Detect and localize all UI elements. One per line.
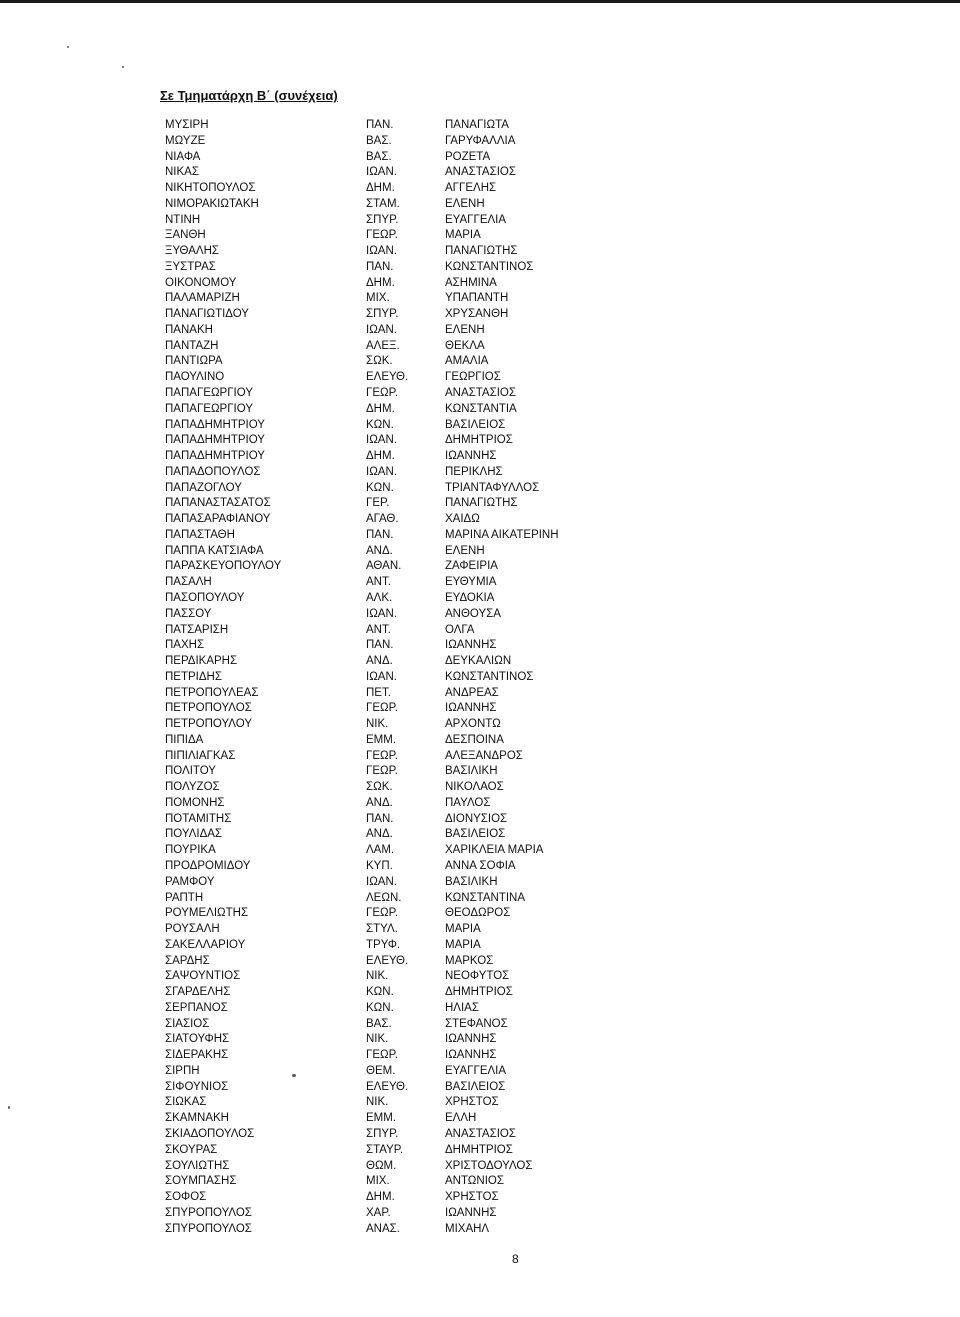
first-name-cell: ΜΙΧΑΗΛ bbox=[445, 1222, 490, 1235]
father-initial-cell: ΕΛΕΥΘ. bbox=[366, 371, 409, 384]
father-initial-cell: ΝΙΚ. bbox=[366, 1033, 389, 1046]
first-name-cell: ΠΕΡΙΚΛΗΣ bbox=[445, 465, 503, 478]
father-initial-cell: ΤΡΥΦ. bbox=[366, 938, 401, 951]
surname-cell: ΞΥΣΤΡΑΣ bbox=[165, 260, 216, 273]
first-name-cell: ΙΩΑΝΝΗΣ bbox=[445, 639, 497, 652]
surname-cell: ΠΟΛΥΖΟΣ bbox=[165, 781, 220, 794]
father-initial-cell: ΧΑΡ. bbox=[366, 1206, 391, 1219]
surname-cell: ΝΙΚΗΤΟΠΟΥΛΟΣ bbox=[165, 182, 256, 195]
surname-cell: ΠΕΤΡΟΠΟΥΛΟΣ bbox=[165, 702, 252, 715]
father-initial-cell: ΙΩΑΝ. bbox=[366, 323, 397, 336]
father-initial-cell: ΠΑΝ. bbox=[366, 639, 394, 652]
surname-cell: ΠΑΠΑΣΑΡΑΦΙΑΝΟΥ bbox=[165, 513, 271, 526]
first-name-cell: ΚΩΝΣΤΑΝΤΙΑ bbox=[445, 402, 517, 415]
surname-cell: ΣΙΦΟΥΝΙΟΣ bbox=[165, 1080, 229, 1093]
first-name-cell: ΕΛΛΗ bbox=[445, 1112, 477, 1125]
first-name-cell: ΕΥΑΓΓΕΛΙΑ bbox=[445, 213, 507, 226]
section-heading: Σε Τμηματάρχη Β΄ (συνέχεια) bbox=[160, 88, 338, 103]
father-initial-cell: ΙΩΑΝ. bbox=[366, 245, 397, 258]
first-name-cell: ΠΑΝΑΓΙΩΤΗΣ bbox=[445, 497, 518, 510]
first-name-cell: ΒΑΣΙΛΕΙΟΣ bbox=[445, 418, 506, 431]
surname-cell: ΠΙΠΙΔΑ bbox=[165, 733, 204, 746]
father-initial-cell: ΘΕΜ. bbox=[366, 1064, 396, 1077]
father-initial-cell: ΚΩΝ. bbox=[366, 986, 394, 999]
father-initial-cell: ΑΝΤ. bbox=[366, 623, 391, 636]
surname-cell: ΠΑΡΑΣΚΕΥΟΠΟΥΛΟΥ bbox=[165, 560, 282, 573]
father-initial-cell: ΙΩΑΝ. bbox=[366, 875, 397, 888]
first-name-cell: ΙΩΑΝΝΗΣ bbox=[445, 1033, 497, 1046]
first-name-cell: ΑΓΓΕΛΗΣ bbox=[445, 182, 497, 195]
first-name-cell: ΣΤΕΦΑΝΟΣ bbox=[445, 1017, 508, 1030]
father-initial-cell: ΚΩΝ. bbox=[366, 1001, 394, 1014]
first-name-cell: ΗΛΙΑΣ bbox=[445, 1001, 479, 1014]
scan-speck bbox=[122, 66, 124, 68]
surname-cell: ΠΑΛΑΜΑΡΙΖΗ bbox=[165, 292, 240, 305]
first-name-cell: ΑΡΧΟΝΤΩ bbox=[445, 718, 501, 731]
father-initial-cell: ΒΑΣ. bbox=[366, 134, 392, 147]
first-name-cell: ΜΑΡΙΝΑ ΑΙΚΑΤΕΡΙΝΗ bbox=[445, 528, 559, 541]
first-name-cell: ΡΟΖΕΤΑ bbox=[445, 150, 491, 163]
first-name-cell: ΤΡΙΑΝΤΑΦΥΛΛΟΣ bbox=[445, 481, 540, 494]
first-name-cell: ΔΕΣΠΟΙΝΑ bbox=[445, 733, 504, 746]
first-name-cell: ΖΑΦΕΙΡΙΑ bbox=[445, 560, 498, 573]
father-initial-cell: ΙΩΑΝ. bbox=[366, 670, 397, 683]
first-name-cell: ΜΑΡΚΟΣ bbox=[445, 954, 494, 967]
first-name-cell: ΒΑΣΙΛΕΙΟΣ bbox=[445, 1080, 506, 1093]
first-name-cell: ΙΩΑΝΝΗΣ bbox=[445, 1206, 497, 1219]
father-initial-cell: ΓΕΩΡ. bbox=[366, 749, 398, 762]
father-initial-cell: ΓΕΩΡ. bbox=[366, 907, 398, 920]
first-name-cell: ΕΛΕΝΗ bbox=[445, 544, 485, 557]
first-name-cell: ΑΝΝΑ ΣΟΦΙΑ bbox=[445, 859, 516, 872]
surname-cell: ΡΑΠΤΗ bbox=[165, 891, 204, 904]
father-initial-cell: ΒΑΣ. bbox=[366, 150, 392, 163]
surname-cell: ΣΠΥΡΟΠΟΥΛΟΣ bbox=[165, 1206, 252, 1219]
first-name-cell: ΒΑΣΙΛΕΙΟΣ bbox=[445, 828, 506, 841]
surname-cell: ΠΑΝΤΙΩΡΑ bbox=[165, 355, 223, 368]
surname-cell: ΠΑΠΑΓΕΩΡΓΙΟΥ bbox=[165, 387, 253, 400]
surname-cell: ΠΟΤΑΜΙΤΗΣ bbox=[165, 812, 232, 825]
surname-cell: ΜΥΣΙΡΗ bbox=[165, 119, 209, 131]
surname-cell: ΣΙΔΕΡΑΚΗΣ bbox=[165, 1049, 229, 1062]
father-initial-cell: ΑΛΕΞ. bbox=[366, 339, 400, 352]
first-name-cell: ΧΡΙΣΤΟΔΟΥΛΟΣ bbox=[445, 1159, 533, 1172]
father-initial-cell: ΔΗΜ. bbox=[366, 450, 395, 463]
page-top-border bbox=[0, 0, 960, 3]
surname-cell: ΠΑΠΑΝΑΣΤΑΣΑΤΟΣ bbox=[165, 497, 271, 510]
father-initial-cell: ΕΜΜ. bbox=[366, 1112, 397, 1125]
first-name-cell: ΑΛΕΞΑΝΔΡΟΣ bbox=[445, 749, 523, 762]
father-initial-cell: ΕΛΕΥΘ. bbox=[366, 954, 409, 967]
surname-cell: ΣΑΚΕΛΛΑΡΙΟΥ bbox=[165, 938, 246, 951]
first-name-cell: ΑΝΑΣΤΑΣΙΟΣ bbox=[445, 1128, 516, 1140]
surname-cell: ΝΤΙΝΗ bbox=[165, 213, 201, 226]
surname-cell: ΠΟΜΟΝΗΣ bbox=[165, 796, 225, 809]
father-initial-cell: ΜΙΧ. bbox=[366, 1175, 390, 1188]
first-name-cell: ΓΑΡΥΦΑΛΛΙΑ bbox=[445, 134, 516, 147]
father-initial-cell: ΓΕΩΡ. bbox=[366, 1049, 398, 1062]
first-name-cell: ΚΩΝΣΤΑΝΤΙΝΟΣ bbox=[445, 260, 534, 273]
surname-cell: ΠΕΡΔΙΚΑΡΗΣ bbox=[165, 655, 238, 668]
first-name-cell: ΑΝΑΣΤΑΣΙΟΣ bbox=[445, 387, 516, 400]
first-name-cell: ΔΙΟΝΥΣΙΟΣ bbox=[445, 812, 508, 825]
father-initial-cell: ΔΗΜ. bbox=[366, 276, 395, 289]
father-initial-cell: ΓΕΩΡ. bbox=[366, 765, 398, 778]
father-initial-cell: ΔΗΜ. bbox=[366, 402, 395, 415]
father-initial-cell: ΝΙΚ. bbox=[366, 1096, 389, 1109]
surname-cell: ΠΑΠΑΖΟΓΛΟΥ bbox=[165, 481, 242, 494]
surname-cell: ΠΑΝΑΓΙΩΤΙΔΟΥ bbox=[165, 308, 249, 321]
surname-cell: ΠΑΝΤΑΖΗ bbox=[165, 339, 219, 352]
surname-cell: ΠΑΣΑΛΗ bbox=[165, 576, 212, 589]
first-name-cell: ΑΝΘΟΥΣΑ bbox=[445, 607, 501, 620]
first-name-cell: ΟΛΓΑ bbox=[445, 623, 475, 636]
father-initial-cell: ΑΓΑΘ. bbox=[366, 513, 399, 526]
father-initial-cell: ΣΤΥΛ. bbox=[366, 923, 398, 936]
surname-cell: ΠΑΠΑΣΤΑΘΗ bbox=[165, 528, 235, 541]
first-name-cell: ΑΜΑΛΙΑ bbox=[445, 355, 489, 368]
surname-cell: ΠΑΟΥΛΙΝΟ bbox=[165, 371, 225, 384]
first-name-cell: ΠΑΝΑΓΙΩΤΑ bbox=[445, 119, 509, 131]
surname-cell: ΠΡΟΔΡΟΜΙΔΟΥ bbox=[165, 859, 251, 872]
surname-cell: ΞΥΘΑΛΗΣ bbox=[165, 245, 220, 258]
father-initial-cell: ΝΙΚ. bbox=[366, 718, 389, 731]
first-name-cell: ΧΑΙΔΩ bbox=[445, 513, 480, 526]
father-initial-cell: ΔΗΜ. bbox=[366, 1191, 395, 1204]
father-initial-cell: ΣΤΑΜ. bbox=[366, 197, 400, 210]
first-name-cell: ΔΗΜΗΤΡΙΟΣ bbox=[445, 986, 513, 999]
surname-cell: ΠΟΥΛΙΔΑΣ bbox=[165, 828, 223, 841]
first-name-cell: ΕΛΕΝΗ bbox=[445, 197, 485, 210]
father-initial-cell: ΑΘΑΝ. bbox=[366, 560, 402, 573]
first-name-cell: ΜΑΡΙΑ bbox=[445, 938, 481, 951]
first-name-cell: ΙΩΑΝΝΗΣ bbox=[445, 1049, 497, 1062]
surname-cell: ΠΟΛΙΤΟΥ bbox=[165, 765, 216, 778]
surname-cell: ΣΑΨΟΥΝΤΙΟΣ bbox=[165, 970, 241, 983]
father-initial-cell: ΙΩΑΝ. bbox=[366, 465, 397, 478]
father-initial-cell: ΑΛΚ. bbox=[366, 591, 393, 604]
surname-cell: ΠΕΤΡΟΠΟΥΛΟΥ bbox=[165, 718, 252, 731]
father-initial-cell: ΣΩΚ. bbox=[366, 781, 393, 794]
scan-speck bbox=[292, 1074, 296, 1077]
first-name-cell: ΘΕΟΔΩΡΟΣ bbox=[445, 907, 511, 920]
first-name-cell: ΧΡΗΣΤΟΣ bbox=[445, 1191, 499, 1204]
father-initial-cell: ΑΝΤ. bbox=[366, 576, 391, 589]
first-name-cell: ΑΝΔΡΕΑΣ bbox=[445, 686, 499, 699]
surname-cell: ΠΑΠΑΔΟΠΟΥΛΟΣ bbox=[165, 465, 261, 478]
father-initial-cell: ΒΑΣ. bbox=[366, 1017, 392, 1030]
surname-cell: ΣΟΥΜΠΑΣΗΣ bbox=[165, 1175, 237, 1188]
father-initial-cell: ΓΕΩΡ. bbox=[366, 702, 398, 715]
father-initial-cell: ΝΙΚ. bbox=[366, 970, 389, 983]
surname-cell: ΣΟΦΟΣ bbox=[165, 1191, 207, 1204]
father-initial-cell: ΓΕΩΡ. bbox=[366, 229, 398, 242]
first-name-cell: ΧΑΡΙΚΛΕΙΑ ΜΑΡΙΑ bbox=[445, 844, 544, 857]
surname-cell: ΠΑΠΑΓΕΩΡΓΙΟΥ bbox=[165, 402, 253, 415]
father-initial-cell: ΚΩΝ. bbox=[366, 481, 394, 494]
surname-cell: ΡΑΜΦΟΥ bbox=[165, 875, 215, 888]
father-initial-cell: ΓΕΩΡ. bbox=[366, 387, 398, 400]
father-initial-cell: ΑΝΑΣ. bbox=[366, 1222, 400, 1235]
first-name-cell: ΙΩΑΝΝΗΣ bbox=[445, 450, 497, 463]
surname-cell: ΣΚΑΜΝΑΚΗ bbox=[165, 1112, 229, 1125]
surname-cell: ΝΙΜΟΡΑΚΙΩΤΑΚΗ bbox=[165, 197, 259, 210]
first-name-cell: ΠΑΝΑΓΙΩΤΗΣ bbox=[445, 245, 518, 258]
father-initial-cell: ΠΑΝ. bbox=[366, 260, 394, 273]
surname-cell: ΠΕΤΡΙΔΗΣ bbox=[165, 670, 222, 683]
father-initial-cell: ΑΝΔ. bbox=[366, 828, 393, 841]
surname-cell: ΣΙΡΠΗ bbox=[165, 1064, 200, 1077]
father-initial-cell: ΠΕΤ. bbox=[366, 686, 391, 699]
surname-cell: ΠΟΥΡΙΚΑ bbox=[165, 844, 216, 857]
father-initial-cell: ΙΩΑΝ. bbox=[366, 434, 397, 447]
first-name-cell: ΧΡΗΣΤΟΣ bbox=[445, 1096, 499, 1109]
surname-cell: ΣΚΟΥΡΑΣ bbox=[165, 1143, 218, 1156]
first-name-cell: ΕΥΘΥΜΙΑ bbox=[445, 576, 497, 589]
first-name-cell: ΝΕΟΦΥΤΟΣ bbox=[445, 970, 510, 983]
father-initial-cell: ΣΩΚ. bbox=[366, 355, 393, 368]
first-name-cell: ΠΑΥΛΟΣ bbox=[445, 796, 491, 809]
page-number: 8 bbox=[512, 1252, 519, 1266]
surname-cell: ΠΑΧΗΣ bbox=[165, 639, 205, 652]
surname-cell: ΠΑΤΣΑΡΙΣΗ bbox=[165, 623, 229, 636]
surname-cell: ΣΓΑΡΔΕΛΗΣ bbox=[165, 986, 231, 999]
first-name-cell: ΑΝΤΩΝΙΟΣ bbox=[445, 1175, 504, 1188]
first-name-cell: ΕΛΕΝΗ bbox=[445, 323, 485, 336]
surname-cell: ΠΑΠΑΔΗΜΗΤΡΙΟΥ bbox=[165, 434, 265, 447]
first-name-cell: ΙΩΑΝΝΗΣ bbox=[445, 702, 497, 715]
father-initial-cell: ΠΑΝ. bbox=[366, 812, 394, 825]
surname-cell: ΡΟΥΣΑΛΗ bbox=[165, 923, 220, 936]
father-initial-cell: ΕΛΕΥΘ. bbox=[366, 1080, 409, 1093]
surname-cell: ΟΙΚΟΝΟΜΟΥ bbox=[165, 276, 237, 289]
father-initial-cell: ΑΝΔ. bbox=[366, 796, 393, 809]
father-initial-cell: ΕΜΜ. bbox=[366, 733, 397, 746]
surname-cell: ΝΙΚΑΣ bbox=[165, 166, 199, 179]
father-initial-cell: ΚΩΝ. bbox=[366, 418, 394, 431]
first-name-cell: ΑΣΗΜΙΝΑ bbox=[445, 276, 497, 289]
father-initial-cell: ΔΗΜ. bbox=[366, 182, 395, 195]
first-name-cell: ΒΑΣΙΛΙΚΗ bbox=[445, 765, 498, 778]
first-name-cell: ΒΑΣΙΛΙΚΗ bbox=[445, 875, 498, 888]
surname-cell: ΜΩΥΖΕ bbox=[165, 134, 206, 147]
first-name-cell: ΜΑΡΙΑ bbox=[445, 229, 481, 242]
surname-cell: ΣΚΙΑΔΟΠΟΥΛΟΣ bbox=[165, 1128, 255, 1140]
father-initial-cell: ΑΝΔ. bbox=[366, 544, 393, 557]
surname-cell: ΣΕΡΠΑΝΟΣ bbox=[165, 1001, 228, 1014]
father-initial-cell: ΙΩΑΝ. bbox=[366, 607, 397, 620]
surname-cell: ΠΑΠΑΔΗΜΗΤΡΙΟΥ bbox=[165, 450, 265, 463]
surname-cell: ΠΕΤΡΟΠΟΥΛΕΑΣ bbox=[165, 686, 259, 699]
father-initial-cell: ΛΑΜ. bbox=[366, 844, 395, 857]
surname-cell: ΠΑΣΣΟΥ bbox=[165, 607, 212, 620]
surname-cell: ΣΠΥΡΟΠΟΥΛΟΣ bbox=[165, 1222, 252, 1235]
surname-cell: ΠΑΠΠΑ ΚΑΤΣΙΑΦΑ bbox=[165, 544, 264, 557]
first-name-cell: ΧΡΥΣΑΝΘΗ bbox=[445, 308, 509, 321]
surname-cell: ΞΑΝΘΗ bbox=[165, 229, 206, 242]
first-name-cell: ΝΙΚΟΛΑΟΣ bbox=[445, 781, 504, 794]
father-initial-cell: ΘΩΜ. bbox=[366, 1159, 397, 1172]
father-initial-cell: ΠΑΝ. bbox=[366, 528, 394, 541]
surname-cell: ΠΙΠΙΛΙΑΓΚΑΣ bbox=[165, 749, 236, 762]
father-initial-cell: ΚΥΠ. bbox=[366, 859, 393, 872]
father-initial-cell: ΓΕΡ. bbox=[366, 497, 390, 510]
first-name-cell: ΚΩΝΣΤΑΝΤΙΝΑ bbox=[445, 891, 526, 904]
father-initial-cell: ΛΕΩΝ. bbox=[366, 891, 402, 904]
surname-cell: ΡΟΥΜΕΛΙΩΤΗΣ bbox=[165, 907, 249, 920]
surname-cell: ΣΑΡΔΗΣ bbox=[165, 954, 210, 967]
first-name-cell: ΔΗΜΗΤΡΙΟΣ bbox=[445, 1143, 513, 1156]
surname-cell: ΝΙΑΦΑ bbox=[165, 150, 201, 163]
surname-cell: ΠΑΣΟΠΟΥΛΟΥ bbox=[165, 591, 245, 604]
first-name-cell: ΑΝΑΣΤΑΣΙΟΣ bbox=[445, 166, 516, 179]
surname-cell: ΣΙΑΤΟΥΦΗΣ bbox=[165, 1033, 230, 1046]
surname-cell: ΠΑΝΑΚΗ bbox=[165, 323, 213, 336]
surname-cell: ΠΑΠΑΔΗΜΗΤΡΙΟΥ bbox=[165, 418, 265, 431]
father-initial-cell: ΣΠΥΡ. bbox=[366, 308, 399, 321]
father-initial-cell: ΑΝΔ. bbox=[366, 655, 393, 668]
father-initial-cell: ΠΑΝ. bbox=[366, 119, 394, 131]
first-name-cell: ΕΥΑΓΓΕΛΙΑ bbox=[445, 1064, 507, 1077]
father-initial-cell: ΣΠΥΡ. bbox=[366, 1128, 399, 1140]
first-name-cell: ΔΕΥΚΑΛΙΩΝ bbox=[445, 655, 512, 668]
first-name-cell: ΥΠΑΠΑΝΤΗ bbox=[445, 292, 509, 305]
scan-speck bbox=[67, 46, 69, 48]
scan-speck bbox=[8, 1106, 10, 1109]
first-name-cell: ΕΥΔΟΚΙΑ bbox=[445, 591, 495, 604]
surname-cell: ΣΙΑΣΙΟΣ bbox=[165, 1017, 210, 1030]
first-name-cell: ΚΩΝΣΤΑΝΤΙΝΟΣ bbox=[445, 670, 534, 683]
first-name-cell: ΓΕΩΡΓΙΟΣ bbox=[445, 371, 501, 384]
first-name-cell: ΔΗΜΗΤΡΙΟΣ bbox=[445, 434, 513, 447]
surname-cell: ΣΙΩΚΑΣ bbox=[165, 1096, 207, 1109]
father-initial-cell: ΣΤΑΥΡ. bbox=[366, 1143, 404, 1156]
father-initial-cell: ΣΠΥΡ. bbox=[366, 213, 399, 226]
surname-cell: ΣΟΥΛΙΩΤΗΣ bbox=[165, 1159, 230, 1172]
first-name-cell: ΜΑΡΙΑ bbox=[445, 923, 481, 936]
father-initial-cell: ΙΩΑΝ. bbox=[366, 166, 397, 179]
first-name-cell: ΘΕΚΛΑ bbox=[445, 339, 485, 352]
father-initial-cell: ΜΙΧ. bbox=[366, 292, 390, 305]
